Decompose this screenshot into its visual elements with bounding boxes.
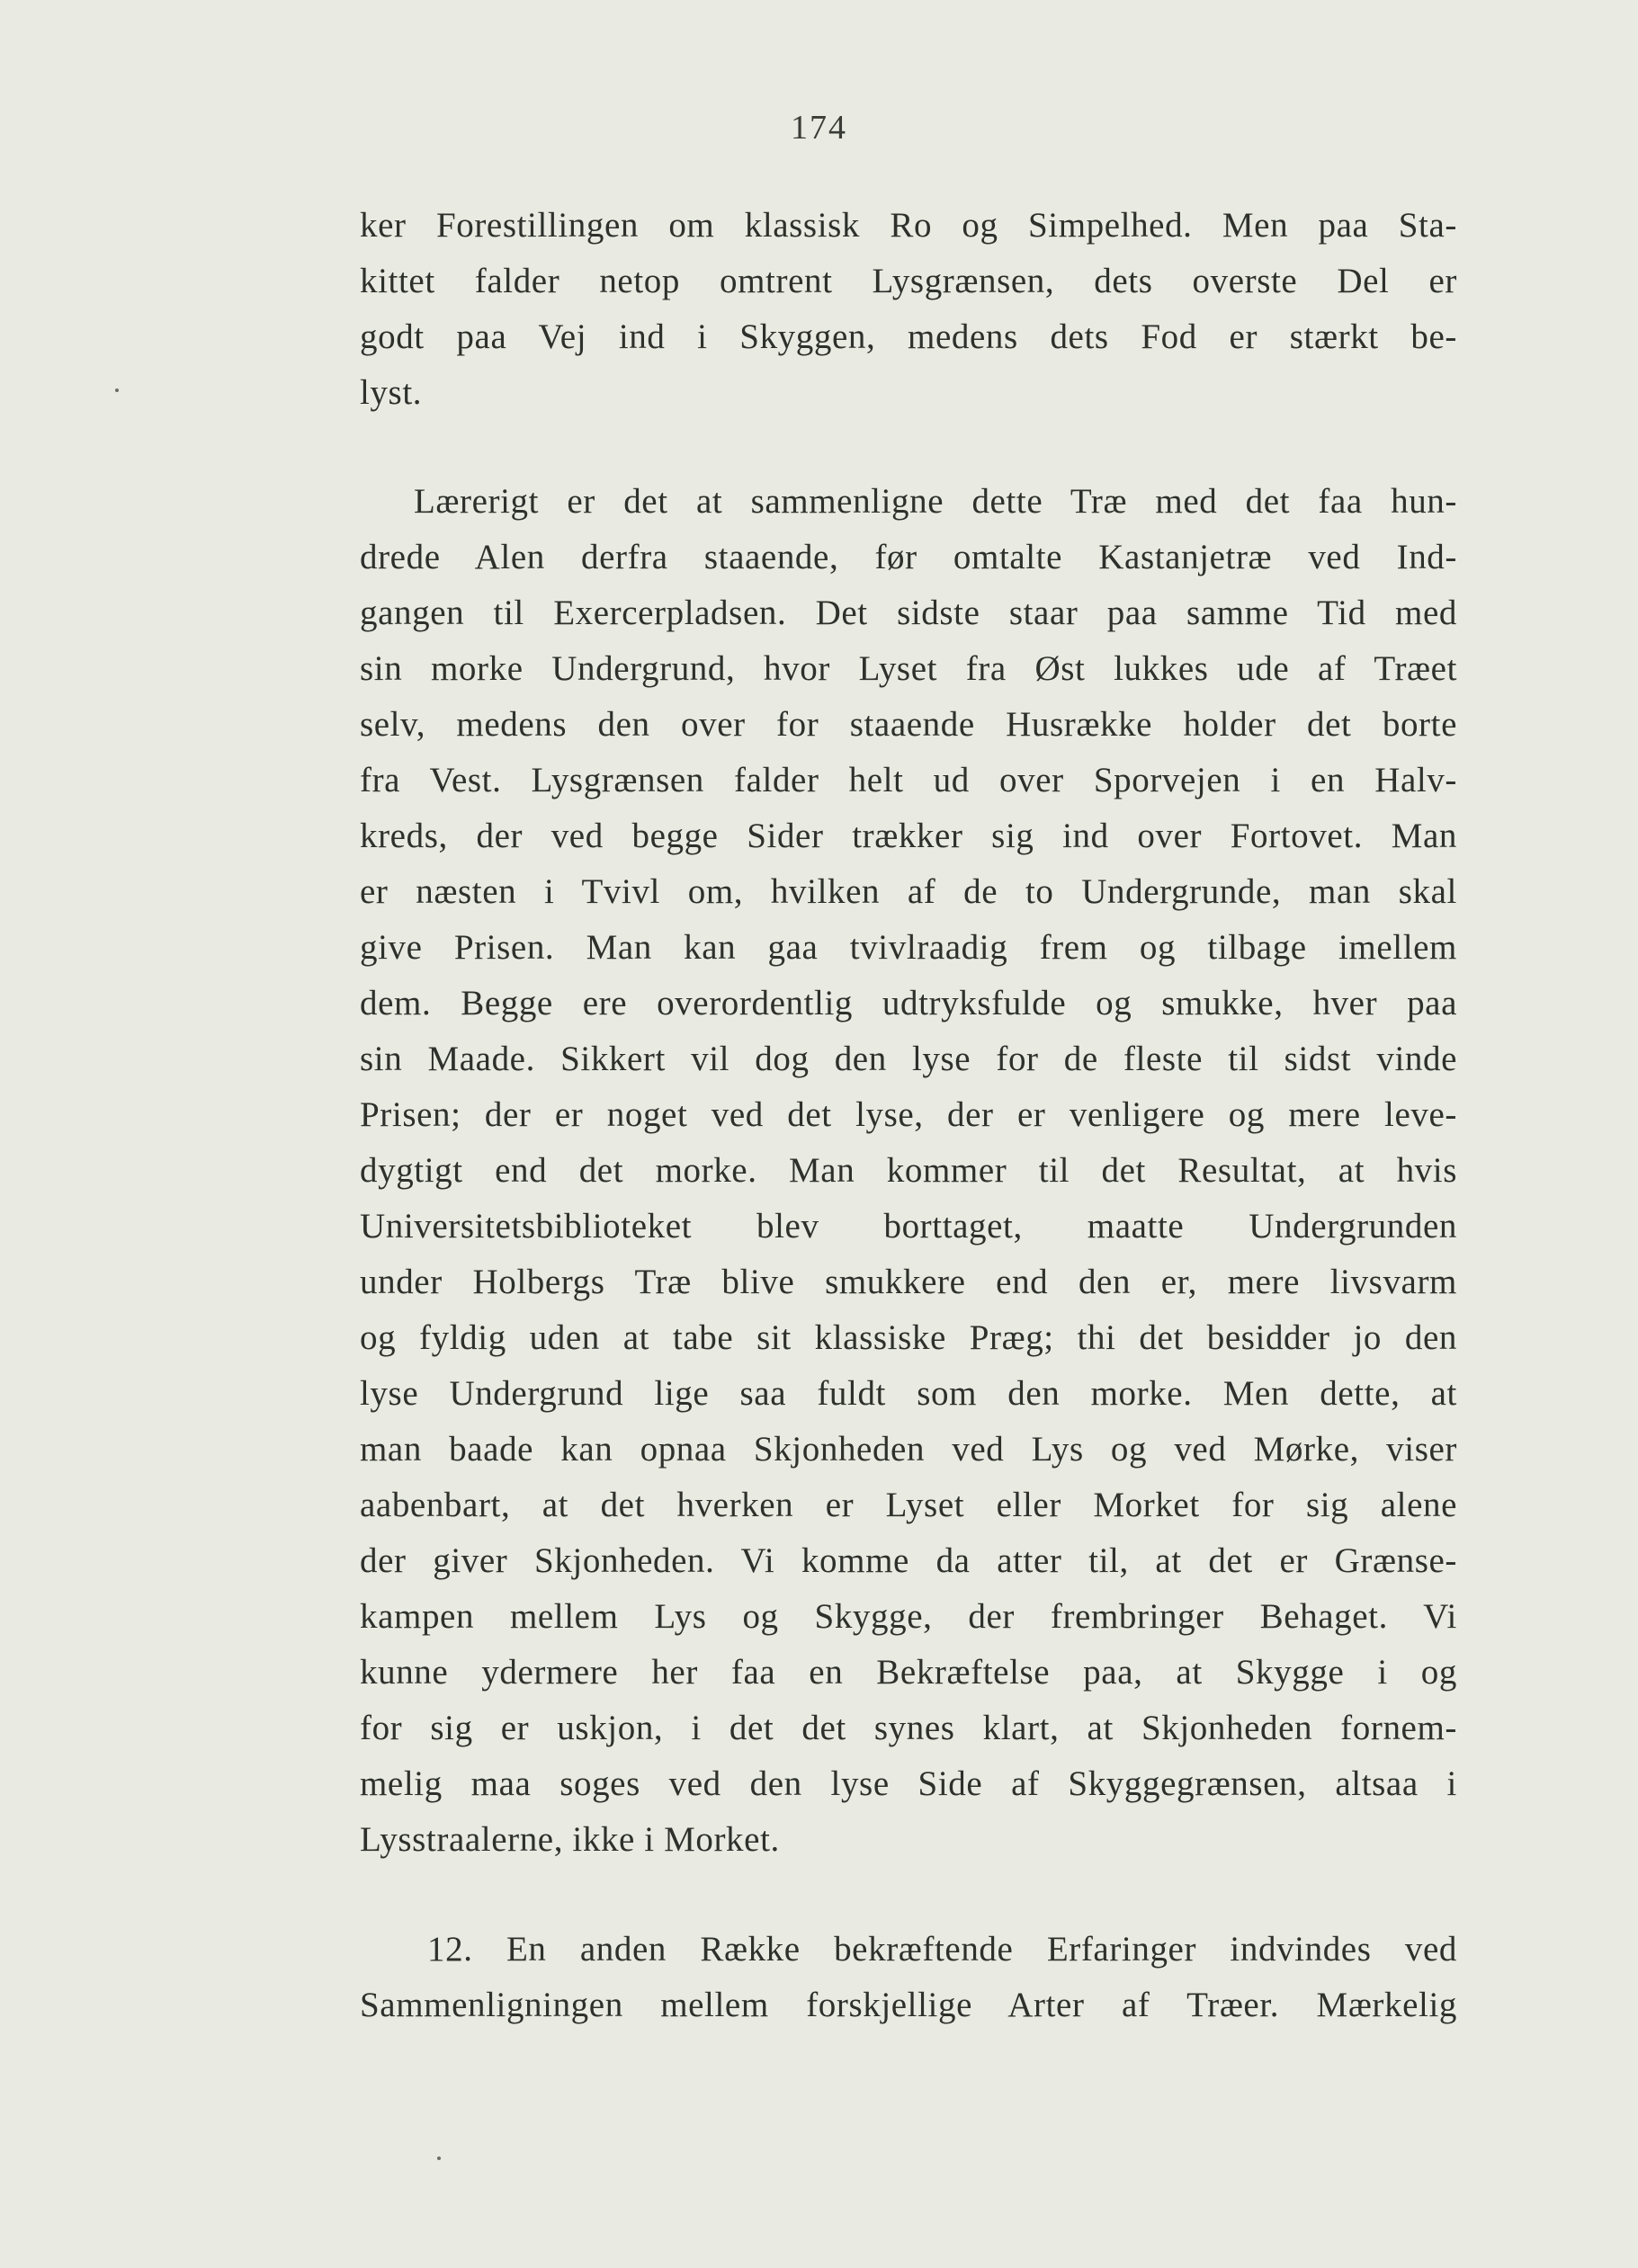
text-line: aabenbart, at det hverken er Lyset eller Morket for sig alene [360,1486,1457,1524]
text-line: Universitetsbiblioteket blev borttaget, maatte Undergrunden [360,1207,1457,1246]
text-line: kunne ydermere her faa en Bekræftelse paa, at Skygge i og [360,1653,1457,1692]
text-line: godt paa Vej ind i Skyggen, medens dets Fod er stærkt be- [360,317,1457,356]
text-line: lyst. [360,373,423,412]
text-line: under Holbergs Træ blive smukkere end den er, mere livsvarm [360,1263,1457,1301]
text-line: dygtigt end det morke. Man kommer til det Resultat, at hvis [360,1151,1457,1190]
text-line: kampen mellem Lys og Skygge, der frembringer Behaget. Vi [360,1597,1457,1636]
text-line: melig maa soges ved den lyse Side af Skyggegrænsen, altsaa i [360,1764,1457,1803]
text-line: der giver Skjonheden. Vi komme da atter til, at det er Grænse- [360,1541,1457,1580]
text-line: fra Vest. Lysgrænsen falder helt ud over Sporvejen i en Halv- [360,761,1457,799]
text-line: man baade kan opnaa Skjonheden ved Lys og ved Mørke, viser [360,1430,1457,1469]
text-line: kittet falder netop omtrent Lysgrænsen, dets overste Del er [360,262,1457,300]
text-line: for sig er uskjon, i det det synes klart, at Skjonheden fornem- [360,1709,1457,1747]
text-line: gangen til Exercerpladsen. Det sidste staar paa samme Tid med [360,594,1457,632]
text-line: Prisen; der er noget ved det lyse, der er venligere og mere leve- [360,1095,1457,1134]
text-line: lyse Undergrund lige saa fuldt som den morke. Men dette, at [360,1374,1457,1413]
text-line: og fyldig uden at tabe sit klassiske Præg; thi det besidder jo den [360,1318,1457,1357]
text-line: selv, medens den over for staaende Husrække holder det borte [360,705,1457,744]
text-line: kreds, der ved begge Sider trækker sig ind over Fortovet. Man [360,817,1457,855]
text-line: 12. En anden Række bekræftende Erfaringer indvindes ved [427,1930,1457,1969]
text-line: drede Alen derfra staaende, før omtalte Kastanjetræ ved Ind- [360,538,1457,576]
text-line: er næsten i Tvivl om, hvilken af de to Undergrunde, man skal [360,872,1457,911]
text-line: dem. Begge ere overordentlig udtryksfulde og smukke, hver paa [360,984,1457,1022]
page-number: 174 [791,109,847,147]
text-line: give Prisen. Man kan gaa tvivlraadig frem og tilbage imellem [360,928,1457,967]
text-line: Sammenligningen mellem forskjellige Arter af Træer. Mærkelig [360,1986,1457,2024]
paper-speck [437,2156,441,2160]
text-line: ker Forestillingen om klassisk Ro og Simpelhed. Men paa Sta- [360,206,1457,245]
text-line: Lærerigt er det at sammenligne dette Træ med det faa hun- [414,482,1457,521]
text-line: Lysstraalerne, ikke i Morket. [360,1820,780,1859]
text-line: sin morke Undergrund, hvor Lyset fra Øst lukkes ude af Træet [360,649,1457,688]
text-line: sin Maade. Sikkert vil dog den lyse for de fleste til sidst vinde [360,1040,1457,1078]
paper-speck [115,388,119,392]
